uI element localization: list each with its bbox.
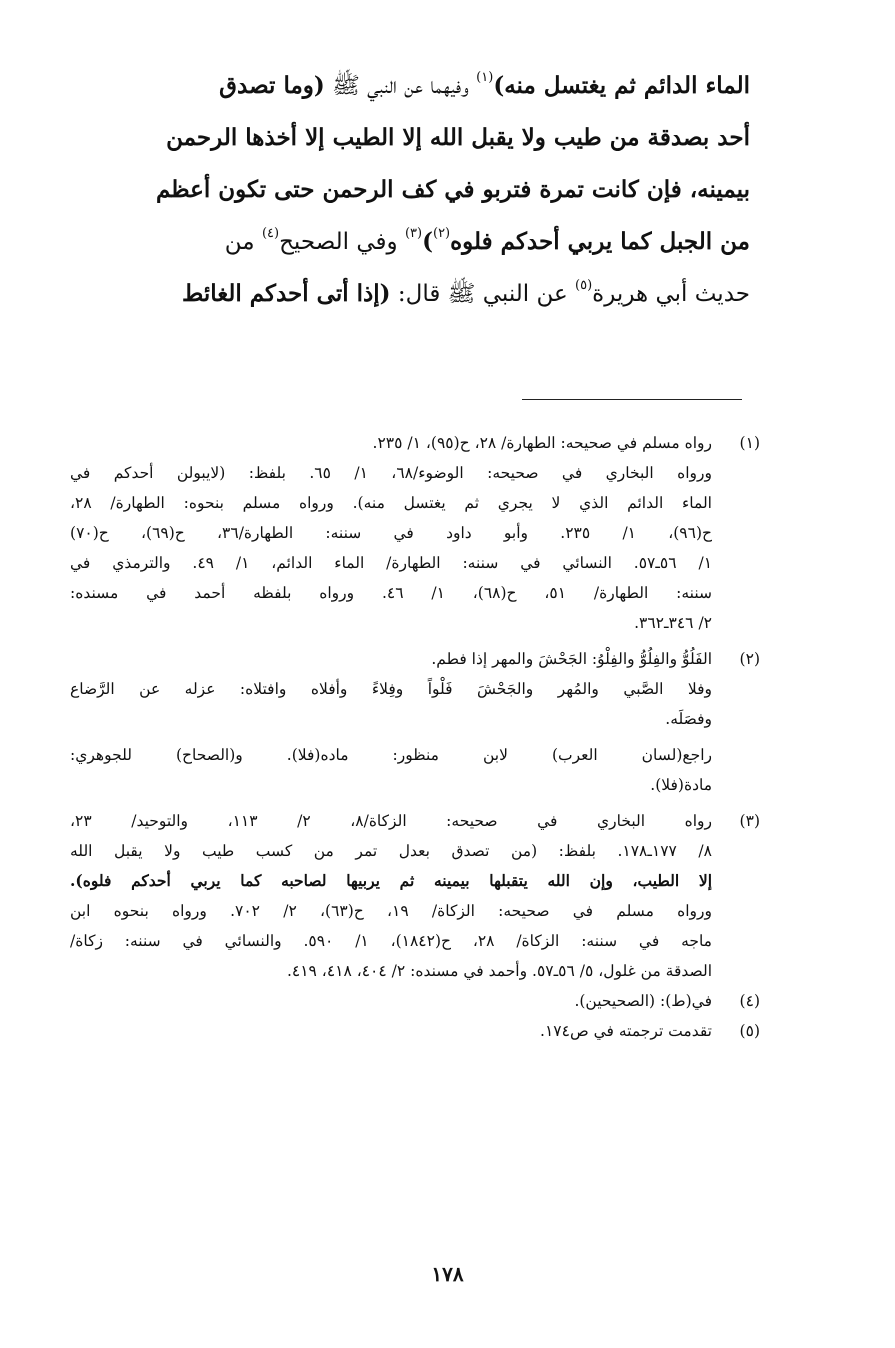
narration-text: وفي الصحيح	[279, 229, 405, 255]
hadith-text: )	[422, 228, 433, 255]
footnote-line: ورواه البخاري في صحيحه: الوضوء/٦٨، ١/ ٦٥. بلفظ: (لايبولن أحدكم في	[70, 464, 712, 482]
footnote-line: وفلا الصَّبي والمُهر والجَحْشَ فَلْواً وفِلاءً وأفلاه وافتلاه: عزله عن الرَّضاع	[70, 680, 712, 698]
main-line-5	[70, 268, 750, 320]
footnote-body	[70, 428, 712, 638]
footnote-number: (٣)	[739, 812, 760, 830]
footnote-line: ١/ ٥٦ـ٥٧. النسائي في سننه: الطهارة/ الماء الدائم، ١/ ٤٩. والترمذي في	[70, 554, 712, 572]
main-line-4	[70, 216, 750, 268]
footnote-line: وفصَلَه.	[665, 710, 712, 728]
main-line-3: بيمينه، فإن كانت تمرة فتربو في كف الرحمن حتى تكون أعظم	[155, 176, 750, 203]
footnote-ref[interactable]: (١)	[476, 70, 494, 85]
narration-text: وفيهما عن النبي ﷺ	[324, 73, 477, 99]
footnote-body	[70, 986, 712, 1016]
main-line-1	[70, 60, 750, 112]
footnote-line: تقدمت ترجمته في ص١٧٤.	[540, 1022, 712, 1040]
footnote-body	[70, 806, 712, 986]
footnote-body	[70, 644, 712, 800]
footnote-line: مادة(فلا).	[650, 776, 712, 794]
footnote-line: إلا الطيب، وإن الله يتقبلها بيمينه ثم يربيها لصاحبه كما يربي أحدكم فلوه).	[70, 871, 712, 890]
footnote-line: ورواه مسلم في صحيحه: الزكاة/ ١٩، ح(٦٣)، ٢/ ٧٠٢. ورواه بنحوه ابن	[70, 902, 712, 920]
footnote-line: الماء الدائم الذي لا يجري ثم يغتسل منه). ورواه مسلم بنحوه: الطهارة/ ٢٨،	[70, 494, 712, 512]
footnote-ref[interactable]: (٤)	[261, 226, 280, 241]
footnote-2	[70, 644, 760, 800]
footnote-number: (٥)	[739, 1022, 760, 1040]
hadith-text: (وما تصدق	[219, 72, 325, 99]
footnote-separator	[522, 399, 742, 400]
main-line-2: أحد بصدقة من طيب ولا يقبل الله إلا الطيب إلا أخذها الرحمن	[166, 124, 750, 151]
footnote-5	[70, 1016, 760, 1046]
narration-text: عن النبي ﷺ قال:	[390, 281, 576, 307]
footnote-ref[interactable]: (٣)	[404, 226, 423, 241]
footnote-line: رواه البخاري في صحيحه: الزكاة/٨، ٢/ ١١٣، والتوحيد/ ٢٣،	[70, 812, 712, 830]
footnote-line: رواه مسلم في صحيحه: الطهارة/ ٢٨، ح(٩٥)، ١/ ٢٣٥.	[372, 434, 712, 452]
narration-text: حديث أبي هريرة	[592, 281, 750, 307]
footnote-line: الفَلُوُّ والفِلُوُّ والفِلْوُ: الجَحْشَ والمهر إذا فطم.	[431, 650, 712, 668]
hadith-text: من الجبل كما يربي أحدكم فلوه	[450, 228, 750, 255]
footnote-1	[70, 428, 760, 638]
footnote-number: (١)	[739, 434, 760, 452]
footnotes	[70, 428, 760, 1046]
hadith-text: الماء الدائم ثم يغتسل منه)	[493, 72, 750, 99]
footnote-ref[interactable]: (٥)	[575, 278, 593, 293]
footnote-ref[interactable]: (٢)	[432, 226, 451, 241]
footnote-line: ٨/ ١٧٧ـ١٧٨. بلفظ: (من تصدق بعدل تمر من كسب طيب ولا يقبل الله	[70, 842, 712, 860]
footnote-line: ماجه في سننه: الزكاة/ ٢٨، ح(١٨٤٢)، ١/ ٥٩٠. والنسائي في سننه: زكاة/	[70, 932, 712, 950]
footnote-3	[70, 806, 760, 986]
footnote-number: (٢)	[739, 650, 760, 668]
footnote-line: ٢/ ٣٤٦ـ٣٦٢.	[634, 614, 712, 632]
footnote-line: الصدقة من غلول، ٥/ ٥٦ـ٥٧. وأحمد في مسنده: ٢/ ٤٠٤، ٤١٨، ٤١٩.	[286, 962, 712, 980]
hadith-text: (إذا أتى أحدكم الغائط	[181, 280, 391, 307]
footnote-line: في(ط): (الصحيحين).	[574, 992, 712, 1010]
footnote-line: ح(٩٦)، ١/ ٢٣٥. وأبو داود في سننه: الطهارة/٣٦، ح(٦٩)، ح(٧٠)	[70, 524, 712, 542]
footnote-line: راجع(لسان العرب) لابن منظور: ماده(فلا). و(الصحاح) للجوهري:	[70, 746, 712, 764]
footnote-number: (٤)	[739, 992, 760, 1010]
footnote-line: سننه: الطهارة/ ٥١، ح(٦٨)، ١/ ٤٦. ورواه بلفظه أحمد في مسنده:	[70, 584, 712, 602]
narration-text: من	[224, 229, 262, 255]
page-number: ١٧٨	[431, 1262, 464, 1286]
main-text	[70, 60, 750, 320]
footnote-4	[70, 986, 760, 1016]
footnote-body	[70, 1016, 712, 1046]
